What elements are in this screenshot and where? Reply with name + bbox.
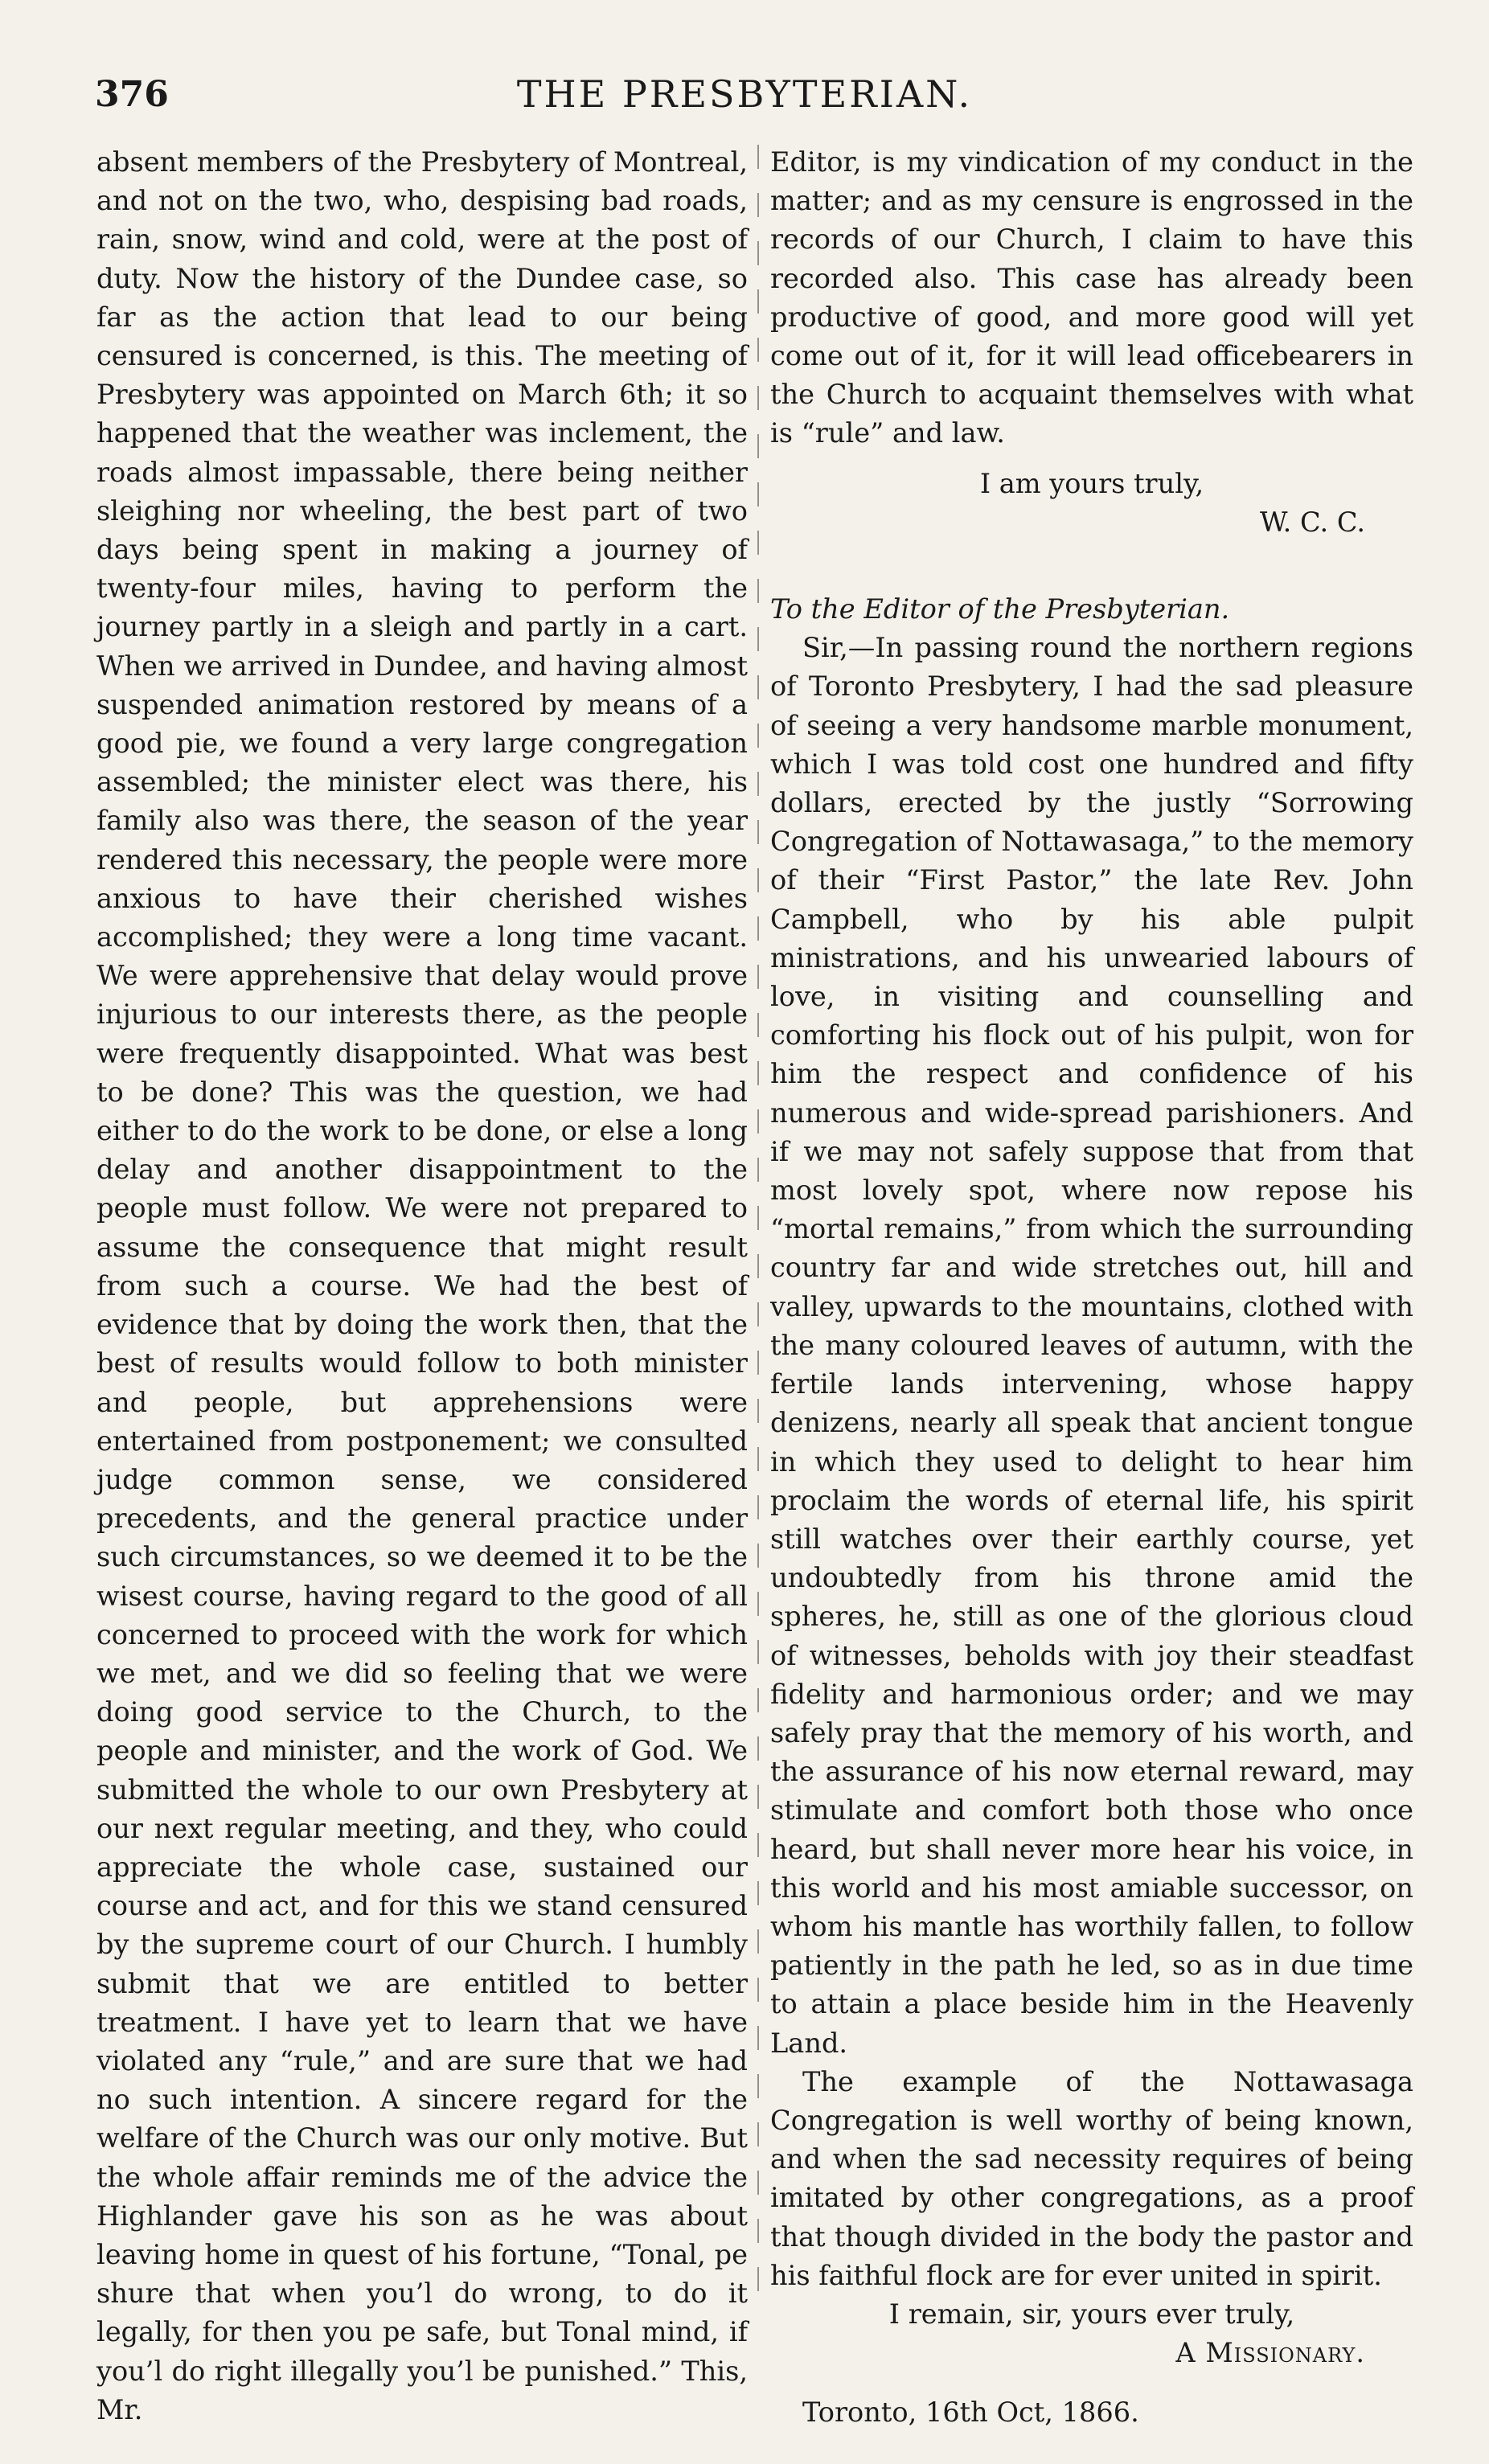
closing-line-1: I am yours truly, <box>979 467 1204 499</box>
right-column <box>770 143 1413 2433</box>
page-number: 376 <box>95 74 169 115</box>
running-title: THE PRESBYTERIAN. <box>516 72 973 116</box>
column-divider <box>757 145 759 2315</box>
signature-1: W. C. C. <box>1260 506 1365 538</box>
dateline: Toronto, 16th Oct, 1866. <box>802 2396 1139 2429</box>
signature-2: A Missionary. <box>1175 2337 1365 2369</box>
left-column <box>96 143 748 2429</box>
letter-heading: To the Editor of the Presbyterian. <box>770 593 1230 625</box>
right-paragraph-continuation: Editor, is my vindication of my conduct in the matter; and as my censure is engrossed in the records of our Church, I claim to have this recorded also. This case has already been productive of good, and more good will yet come out of it, for it will lead officebearers in the Church to acquaint themselves with what is “rule” and law. <box>770 146 1413 449</box>
letter-body-paragraph: Sir,—In passing round the northern regions of Toronto Presbytery, I had the sad pleasure of seeing a very handsome marble monument, which I was told cost one hundred and fifty dollars, erected by the justly “Sorrowing Congregation of Nottawasaga,” to the memory of their “First Pastor,” the late Rev. John Campbell, who by his able pulpit ministrations, and his unwearied labours of love, in visiting and counselling and comforting his flock out of his pulpit, won for him the respect and confidence of his numerous and wide-spread parishioners. And if we may not safely suppose that from that most lovely spot, where now repose his “mortal remains,” from which the surrounding country far and wide stretches out, hill and valley, upwards to the mountains, clothed with the many coloured leaves of autumn, with the fertile lands intervening, whose happy denizens, nearly all speak that ancient tongue in which they used to delight to hear him proclaim the words of eternal life, his spirit still watches over their earthly course, yet undoubtedly from his throne amid the spheres, he, still as one of the glorious cloud of witnesses, beholds with joy their steadfast fidelity and harmonious order; and we may safely pray that the memory of his worth, and the assurance of his now eternal reward, may stimulate and comfort both those who once heard, but shall never more hear his voice, in this world and his most amiable successor, on whom his mantle has worthily fallen, to follow patiently in the path he led, so as in due time to attain a place beside him in the Heavenly Land. <box>770 632 1413 2059</box>
left-paragraph: absent members of the Presbytery of Montreal, and not on the two, who, despising bad roads, rain, snow, wind and cold, were at the post of duty. Now the history of the Dundee case, so far as the action that lead to our being censured is concerned, is this. The meeting of Presbytery was appointed on March 6th; it so happened that the weather was inclement, the roads almost impassable, there being neither sleighing nor wheeling, the best part of two days being spent in making a journey of twenty-four miles, having to perform the journey partly in a sleigh and partly in a cart. When we arrived in Dundee, and having almost suspended animation restored by means of a good pie, we found a very large congregation assembled; the minister elect was there, his family also was there, the season of the year rendered this necessary, the people were more anxious to have their cherished wishes accomplished; they were a long time vacant. We were apprehensive that delay would prove injurious to our interests there, as the people were frequently disappointed. What was best to be done? This was the question, we had either to do the work to be done, or else a long delay and another disappointment to the people must follow. We were not prepared to assume the consequence that might result from such a course. We had the best of evidence that by doing the work then, that the best of results would follow to both minister and people, but apprehensions were entertained from postponement; we consulted judge common sense, we considered precedents, and the general practice under such circumstances, so we deemed it to be the wisest course, having regard to the good of all concerned to proceed with the work for which we met, and we did so feeling that we were doing good service to the Church, to the people and minister, and the work of God. We submitted the whole to our own Presbytery at our next regular meeting, and they, who could appreciate the whole case, sustained our course and act, and for this we stand censured by the supreme court of our Church. I humbly submit that we are entitled to better treatment. I have yet to learn that we have violated any “rule,” and are sure that we had no such intention. A sincere regard for the welfare of the Church was our only motive. But the whole affair reminds me of the advice the Highlander gave his son as he was about leaving home in quest of his fortune, “Tonal, pe shure that when you’l do wrong, to do it legally, for then you pe safe, but Tonal mind, if you’l do right illegally you’l be punished.” This, Mr. <box>96 146 748 2425</box>
letter-closing-paragraph: The example of the Nottawasaga Congregation is well worthy of being known, and when the sad necessity requires of being imitated by other congregations, as a proof that though divided in the body the pastor and his faithful flock are for ever united in spirit. <box>770 2065 1413 2291</box>
closing-line-2: I remain, sir, yours ever truly, <box>888 2298 1295 2330</box>
